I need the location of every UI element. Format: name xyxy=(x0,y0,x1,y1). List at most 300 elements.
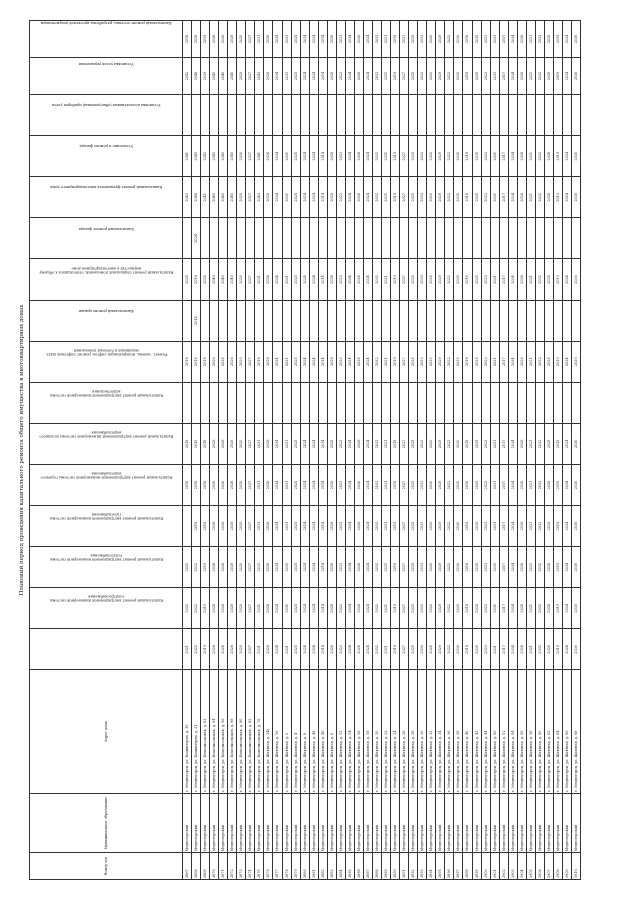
year-cell: 2031 xyxy=(282,136,291,177)
year-cell: 2024 xyxy=(562,506,571,547)
row-number: 3881 xyxy=(309,853,318,880)
year-cell: 2040 xyxy=(228,58,237,95)
year-cell: 2014 xyxy=(318,588,327,629)
year-cell: 2023 xyxy=(481,21,490,58)
year-cell: 2025 xyxy=(291,341,300,382)
year-cell: 2034 xyxy=(508,136,517,177)
year-cell: 2018 xyxy=(463,259,472,300)
row-number: 3897 xyxy=(454,853,463,880)
municipality-cell: Медногорский xyxy=(228,793,237,853)
row-number: 3868 xyxy=(192,853,201,880)
column-header-label: Капитальный ремонт внутридомовой инженерной системы холодного водоснабжения xyxy=(39,430,173,439)
year-cell: 2030 xyxy=(572,629,581,670)
year-cell xyxy=(318,218,327,259)
row-number: 3891 xyxy=(400,853,409,880)
year-cell: 2034 xyxy=(345,547,354,588)
year-cell: 2029 xyxy=(436,259,445,300)
year-cell: 2026 xyxy=(219,547,228,588)
year-cell xyxy=(255,300,264,341)
row-number: 3890 xyxy=(391,853,400,880)
year-cell: 2021 xyxy=(382,588,391,629)
year-cell: 2024 xyxy=(309,423,318,464)
year-cell: 2024 xyxy=(300,506,309,547)
year-cell: 2025 xyxy=(409,506,418,547)
address-cell: г. Медногорск, ул. Комсомольская, д. 98 xyxy=(228,670,237,793)
table-row xyxy=(553,21,562,880)
address-cell: г. Медногорск, ул. Шахтная, д. 46 xyxy=(318,670,327,793)
year-cell: 2027 xyxy=(400,588,409,629)
year-cell xyxy=(454,218,463,259)
table-row xyxy=(210,21,219,880)
year-cell xyxy=(345,218,354,259)
year-cell xyxy=(318,382,327,423)
year-cell: 2023 xyxy=(481,629,490,670)
table-row xyxy=(481,21,490,880)
column-header-label: Ремонт, замена, модернизация лифтов, ремонт лифтовых шахт, машинных и блочных помещений xyxy=(45,347,167,357)
row-number: 3871 xyxy=(219,853,228,880)
year-cell: 2023 xyxy=(336,588,345,629)
year-cell: 2031 xyxy=(490,259,499,300)
year-cell xyxy=(391,95,400,136)
year-cell: 2024 xyxy=(562,21,571,58)
year-cell xyxy=(354,95,363,136)
row-number: 3879 xyxy=(291,853,300,880)
address-cell: г. Медногорск, ул. Шахтная, д. 38 xyxy=(454,670,463,793)
year-cell: 2018 xyxy=(463,588,472,629)
year-cell: 2034 xyxy=(273,259,282,300)
year-cell: 2019 xyxy=(553,423,562,464)
address-cell: г. Медногорск, ул. Комсомольская, д. 78 xyxy=(255,670,264,793)
column-header xyxy=(30,62,183,136)
row-number: 3892 xyxy=(409,853,418,880)
year-cell: 2026 xyxy=(228,547,237,588)
year-cell xyxy=(535,382,544,423)
year-cell: 2029 xyxy=(436,177,445,218)
table-row xyxy=(418,21,427,880)
year-cell xyxy=(454,300,463,341)
municipality-cell: Медногорский xyxy=(409,793,418,853)
year-cell: 2024 xyxy=(192,218,201,259)
address-cell: г. Медногорск, ул. Шахтная, д. 58 xyxy=(526,670,535,793)
column-header-label: Капитальный ремонт крыши xyxy=(78,308,134,313)
year-cell: 2014 xyxy=(318,58,327,95)
year-cell: 2025 xyxy=(409,259,418,300)
year-cell xyxy=(363,218,372,259)
year-cell: 2034 xyxy=(273,588,282,629)
year-cell: 2033 xyxy=(418,464,427,505)
table-row xyxy=(382,21,391,880)
year-cell: 2032 xyxy=(372,588,381,629)
address-cell: г. Медногорск, ул. Шахтная, д. 6 xyxy=(327,670,336,793)
year-cell: 2026 xyxy=(354,423,363,464)
year-cell: 2031 xyxy=(282,506,291,547)
year-cell: 2029 xyxy=(436,21,445,58)
year-cell: 2031 xyxy=(282,464,291,505)
year-cell xyxy=(445,95,454,136)
year-cell: 2034 xyxy=(273,341,282,382)
year-cell: 2026 xyxy=(354,259,363,300)
municipality-cell: Медногорский xyxy=(463,793,472,853)
year-cell xyxy=(562,95,571,136)
table-row xyxy=(427,21,436,880)
municipality-cell: Медногорский xyxy=(237,793,246,853)
year-cell: 2020 xyxy=(237,341,246,382)
year-cell: 2018 xyxy=(463,341,472,382)
year-cell: 2031 xyxy=(255,629,264,670)
year-cell: 2034 xyxy=(508,58,517,95)
year-cell: 2019 xyxy=(553,136,562,177)
year-cell: 2021 xyxy=(382,423,391,464)
year-cell: 2032 xyxy=(372,58,381,95)
year-cell: 2021 xyxy=(382,177,391,218)
year-cell: 2033 xyxy=(418,177,427,218)
year-cell: 2025 xyxy=(291,464,300,505)
year-cell xyxy=(481,382,490,423)
year-cell: 2025 xyxy=(291,547,300,588)
year-cell xyxy=(472,218,481,259)
year-cell: 2025 xyxy=(409,629,418,670)
year-cell: 2035 xyxy=(472,58,481,95)
year-cell: 2030 xyxy=(454,58,463,95)
year-cell xyxy=(372,382,381,423)
municipality-cell: Медногорский xyxy=(490,793,499,853)
year-cell: 2025 xyxy=(291,259,300,300)
year-cell: 2029 xyxy=(436,58,445,95)
column-header: Муниципальное образование xyxy=(30,793,183,853)
year-cell xyxy=(472,300,481,341)
year-cell: 2031 xyxy=(490,341,499,382)
table-row xyxy=(454,21,463,880)
year-cell: 2026 xyxy=(228,423,237,464)
table-row xyxy=(300,21,309,880)
row-number: 3899 xyxy=(472,853,481,880)
municipality-cell: Медногорский xyxy=(472,793,481,853)
year-cell: 2018 xyxy=(463,547,472,588)
year-cell: 2028 xyxy=(327,423,336,464)
year-cell: 2024 xyxy=(363,629,372,670)
address-cell: г. Медногорск, ул. Шахтная, д. 32 xyxy=(427,670,436,793)
year-cell: 2019 xyxy=(201,547,210,588)
year-cell: 2021 xyxy=(526,464,535,505)
year-cell: 2031 xyxy=(490,58,499,95)
row-number: 3895 xyxy=(436,853,445,880)
year-cell: 2026 xyxy=(517,588,526,629)
year-cell: 2023 xyxy=(481,547,490,588)
year-cell: 2028 xyxy=(544,588,553,629)
year-cell: 2019 xyxy=(391,464,400,505)
year-cell xyxy=(499,382,508,423)
municipality-cell: Медногорский xyxy=(499,793,508,853)
year-cell: 2040 xyxy=(210,136,219,177)
year-cell: 2028 xyxy=(544,58,553,95)
year-cell: 2034 xyxy=(273,629,282,670)
year-cell xyxy=(372,95,381,136)
year-cell: 2033 xyxy=(418,259,427,300)
year-cell xyxy=(454,382,463,423)
year-cell: 2023 xyxy=(336,21,345,58)
year-cell: 2021 xyxy=(526,177,535,218)
year-cell: 2025 xyxy=(291,506,300,547)
year-cell: 2035 xyxy=(472,588,481,629)
year-cell xyxy=(499,95,508,136)
year-cell xyxy=(246,95,255,136)
column-header xyxy=(30,185,183,259)
table-row xyxy=(363,21,372,880)
year-cell xyxy=(345,95,354,136)
year-cell: 2022 xyxy=(445,629,454,670)
table-row xyxy=(572,21,581,880)
row-number: 3900 xyxy=(481,853,490,880)
year-cell: 2025 xyxy=(409,136,418,177)
year-cell: 2027 xyxy=(246,629,255,670)
year-cell: 2019 xyxy=(391,58,400,95)
year-cell xyxy=(372,300,381,341)
table-row xyxy=(273,21,282,880)
municipality-cell: Медногорский xyxy=(445,793,454,853)
column-header-label: Утепление и ремонт фасада xyxy=(79,144,133,149)
year-cell: 2026 xyxy=(517,341,526,382)
year-cell xyxy=(219,218,228,259)
year-cell: 2026 xyxy=(517,629,526,670)
municipality-cell: Медногорский xyxy=(363,793,372,853)
address-cell: г. Медногорск, ул. Комсомольская, д. 63 xyxy=(201,670,210,793)
year-cell: 2018 xyxy=(192,506,201,547)
year-cell: 2031 xyxy=(282,259,291,300)
year-cell xyxy=(354,218,363,259)
year-cell: 2033 xyxy=(418,588,427,629)
year-cell: 2030 xyxy=(454,464,463,505)
year-cell: 2025 xyxy=(409,547,418,588)
year-cell: 2024 xyxy=(309,588,318,629)
year-cell xyxy=(282,95,291,136)
year-cell: 2024 xyxy=(300,464,309,505)
year-cell xyxy=(183,95,192,136)
year-cell: 2018 xyxy=(463,177,472,218)
year-cell: 2035 xyxy=(472,464,481,505)
year-cell: 2035 xyxy=(472,177,481,218)
year-cell: 2017 xyxy=(499,177,508,218)
year-cell: 2035 xyxy=(472,136,481,177)
year-cell: 2032 xyxy=(535,341,544,382)
municipality-cell: Медногорский xyxy=(183,793,192,853)
municipality-cell: Медногорский xyxy=(418,793,427,853)
year-cell xyxy=(246,218,255,259)
year-cell: 2022 xyxy=(445,259,454,300)
municipality-cell: Медногорский xyxy=(255,793,264,853)
year-cell: 2026 xyxy=(354,629,363,670)
column-header: Адрес дома xyxy=(30,670,183,793)
year-cell xyxy=(391,218,400,259)
year-cell: 2040 xyxy=(210,58,219,95)
year-cell xyxy=(354,300,363,341)
year-cell: 2031 xyxy=(282,629,291,670)
municipality-cell: Медногорский xyxy=(517,793,526,853)
municipality-cell: Медногорский xyxy=(436,793,445,853)
year-cell xyxy=(409,300,418,341)
row-number: 3908 xyxy=(553,853,562,880)
table-row xyxy=(228,21,237,880)
year-cell: 2029 xyxy=(436,464,445,505)
year-cell: 2014 xyxy=(318,629,327,670)
year-cell: 2024 xyxy=(562,177,571,218)
year-cell: 2034 xyxy=(508,588,517,629)
year-cell xyxy=(237,218,246,259)
year-cell: 2024 xyxy=(562,547,571,588)
year-cell: 2040 xyxy=(210,177,219,218)
year-cell: 2028 xyxy=(544,464,553,505)
year-cell: 2027 xyxy=(246,506,255,547)
year-cell: 2019 xyxy=(391,547,400,588)
year-cell xyxy=(400,300,409,341)
year-cell: 2018 xyxy=(463,506,472,547)
year-cell xyxy=(201,95,210,136)
year-cell: 2026 xyxy=(183,259,192,300)
year-cell: 2031 xyxy=(255,588,264,629)
year-cell: 2018 xyxy=(183,423,192,464)
year-cell: 2020 xyxy=(237,464,246,505)
year-cell xyxy=(382,382,391,423)
year-cell xyxy=(436,382,445,423)
table-row xyxy=(499,21,508,880)
year-cell: 2017 xyxy=(499,21,508,58)
year-cell: 2018 xyxy=(192,464,201,505)
year-cell: 2021 xyxy=(526,58,535,95)
municipality-cell: Медногорский xyxy=(562,793,571,853)
year-cell: 2029 xyxy=(436,588,445,629)
year-cell: 2026 xyxy=(517,506,526,547)
row-number: 3906 xyxy=(535,853,544,880)
year-cell: 2018 xyxy=(192,423,201,464)
year-cell: 2046 xyxy=(192,58,201,95)
year-cell: 2028 xyxy=(544,423,553,464)
year-cell: 2030 xyxy=(572,259,581,300)
year-cell: 2030 xyxy=(454,588,463,629)
year-cell: 2026 xyxy=(210,464,219,505)
year-cell: 2026 xyxy=(228,341,237,382)
year-cell: 2034 xyxy=(345,58,354,95)
address-cell: г. Медногорск, ул. Шахтная, д. 16 xyxy=(273,670,282,793)
year-cell: 2031 xyxy=(490,588,499,629)
column-header xyxy=(30,265,183,341)
year-cell: 2021 xyxy=(382,259,391,300)
year-cell: 2030 xyxy=(454,259,463,300)
year-cell: 2024 xyxy=(309,259,318,300)
year-cell: 2026 xyxy=(228,21,237,58)
year-cell: 2035 xyxy=(472,341,481,382)
table-row xyxy=(264,21,273,880)
year-cell xyxy=(309,300,318,341)
year-cell: 2019 xyxy=(553,464,562,505)
year-cell: 2040 xyxy=(228,177,237,218)
year-cell: 2030 xyxy=(454,341,463,382)
year-cell: 2034 xyxy=(273,136,282,177)
year-cell: 2024 xyxy=(562,136,571,177)
year-cell: 2023 xyxy=(481,464,490,505)
year-cell xyxy=(517,95,526,136)
address-cell: г. Медногорск, ул. Шахтная, д. 42 xyxy=(472,670,481,793)
table-row xyxy=(391,21,400,880)
municipality-cell: Медногорский xyxy=(291,793,300,853)
address-cell: г. Медногорск, ул. Шахтная, д. 64 xyxy=(553,670,562,793)
year-cell: 2021 xyxy=(526,259,535,300)
year-cell xyxy=(544,382,553,423)
year-cell: 2020 xyxy=(237,547,246,588)
year-cell xyxy=(327,382,336,423)
year-cell: 2022 xyxy=(192,629,201,670)
table-row xyxy=(237,21,246,880)
year-cell xyxy=(400,218,409,259)
year-cell xyxy=(192,95,201,136)
year-cell: 2024 xyxy=(309,177,318,218)
year-cell: 2035 xyxy=(472,547,481,588)
year-cell: 2034 xyxy=(508,259,517,300)
year-cell: 2045 xyxy=(192,136,201,177)
row-number: 3870 xyxy=(210,853,219,880)
year-cell: 2026 xyxy=(210,423,219,464)
year-cell xyxy=(201,382,210,423)
year-cell: 2030 xyxy=(572,341,581,382)
year-cell: 2034 xyxy=(345,259,354,300)
year-cell: 2028 xyxy=(544,341,553,382)
year-cell xyxy=(572,95,581,136)
year-cell: 2032 xyxy=(372,341,381,382)
year-cell: 2027 xyxy=(246,423,255,464)
year-cell xyxy=(273,300,282,341)
year-cell: 2040 xyxy=(210,259,219,300)
table-row xyxy=(282,21,291,880)
year-cell: 2032 xyxy=(372,547,381,588)
year-cell: 2040 xyxy=(219,58,228,95)
year-cell: 2020 xyxy=(427,259,436,300)
year-cell xyxy=(309,95,318,136)
table-row xyxy=(517,21,526,880)
municipality-cell: Медногорский xyxy=(210,793,219,853)
year-cell: 2032 xyxy=(372,423,381,464)
year-cell: 2028 xyxy=(327,464,336,505)
year-cell xyxy=(282,382,291,423)
municipality-cell: Медногорский xyxy=(282,793,291,853)
year-cell xyxy=(544,95,553,136)
municipality-cell: Медногорский xyxy=(327,793,336,853)
year-cell xyxy=(363,382,372,423)
year-cell: 2027 xyxy=(400,423,409,464)
year-cell: 2034 xyxy=(508,629,517,670)
year-cell: 2017 xyxy=(499,423,508,464)
year-cell: 2023 xyxy=(336,341,345,382)
year-cell: 2026 xyxy=(210,588,219,629)
year-cell: 2025 xyxy=(291,58,300,95)
year-cell: 2022 xyxy=(445,547,454,588)
municipality-cell: Медногорский xyxy=(372,793,381,853)
row-number: 3878 xyxy=(282,853,291,880)
address-cell: г. Медногорск, ул. Шахтная, д. 66 xyxy=(562,670,571,793)
row-number: 3877 xyxy=(273,853,282,880)
year-cell xyxy=(183,218,192,259)
row-number: 3909 xyxy=(562,853,571,880)
address-cell: г. Медногорск, ул. Шахтная, д. 36 xyxy=(445,670,454,793)
year-cell: 2027 xyxy=(246,341,255,382)
year-cell xyxy=(481,218,490,259)
year-cell xyxy=(336,300,345,341)
address-cell: г. Медногорск, ул. Шахтная, д. 24 xyxy=(391,670,400,793)
year-cell: 2020 xyxy=(427,629,436,670)
year-cell: 2019 xyxy=(553,629,562,670)
year-cell: 2025 xyxy=(409,341,418,382)
year-cell: 2031 xyxy=(282,588,291,629)
year-cell xyxy=(427,382,436,423)
address-cell: г. Медногорск, ул. Шахтная, д. 14а xyxy=(264,670,273,793)
year-cell xyxy=(409,95,418,136)
